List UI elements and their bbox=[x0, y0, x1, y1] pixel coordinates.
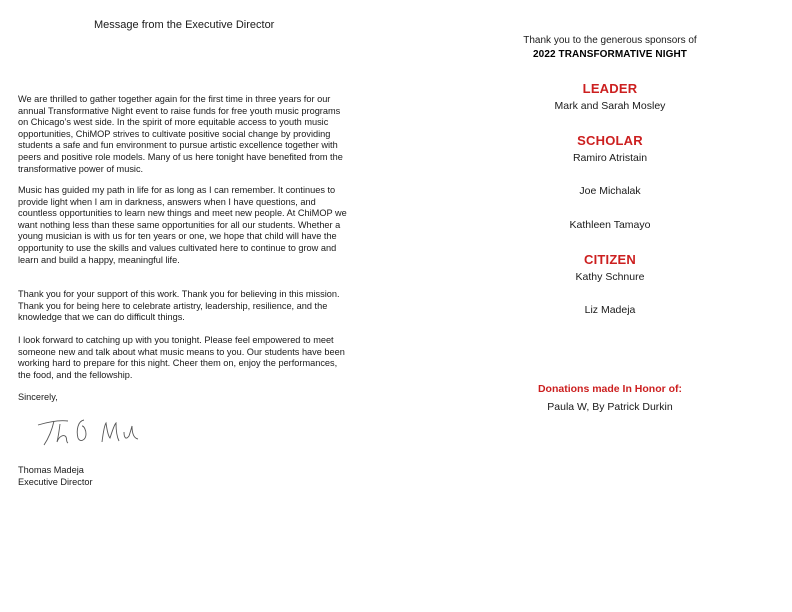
sponsors-thanks-line: Thank you to the generous sponsors of bbox=[523, 35, 697, 46]
sponsor-name: Kathy Schnure bbox=[575, 271, 645, 283]
sponsor-name: Ramiro Atristain bbox=[572, 152, 648, 164]
level-title-scholar: SCHOLAR bbox=[577, 133, 643, 148]
sponsor-name: Joe Michalak bbox=[579, 185, 641, 197]
letter-paragraph-1: We are thrilled to gather together again for the first time in three years for our annual Transformative Night event to raise funds for free youth music programs on Chicago’s west side. In the spirit of more equitable access to youth music opportunities, ChiMOP strives to cultivate positive social change by providing students a safe and fun environment to pursue artistic excellence together with peers and positive role models. Many of us here tonight have benefited from the transformative power of music. bbox=[18, 94, 343, 174]
signer-name: Thomas Madeja bbox=[18, 465, 84, 475]
honor-names: Paula W, By Patrick Durkin bbox=[547, 401, 673, 413]
level-title-citizen: CITIZEN bbox=[584, 252, 636, 267]
honor-title: Donations made In Honor of: bbox=[537, 383, 683, 395]
letter-heading: Message from the Executive Director bbox=[94, 19, 275, 31]
letter-paragraph-2: Music has guided my path in life for as long as I can remember. It continues to provide light when I am in darkness, answers when I have questions, and countless opportunities to learn new things and meet new people. At ChiMOP we want nothing less than these same opportunities for all our students. Whether a young musician is with us for ten years or one, we hope that child will have the opportunity to use the skills and values cultivated here to continue to grow and learn and build a happy, meaningful life. bbox=[18, 185, 347, 265]
letter-closing: Sincerely, bbox=[18, 392, 58, 402]
signer-block bbox=[18, 465, 93, 488]
sponsor-name: Kathleen Tamayo bbox=[569, 219, 651, 231]
signer-title: Executive Director bbox=[18, 476, 93, 487]
sponsor-name: Liz Madeja bbox=[584, 304, 636, 316]
letter-paragraph-4: I look forward to catching up with you tonight. Please feel empowered to meet someone new and talk about what music means to you. Our students have been working hard to prepare for this night. Cheer them on, enjoy the performances, the food, and the fellowship. bbox=[18, 335, 345, 380]
sponsor-name: Mark and Sarah Mosley bbox=[554, 100, 666, 112]
letter-paragraph-3: Thank you for your support of this work. Thank you for believing in this mission. Thank you for being here to celebrate artistry, leadership, resilience, and the knowledge that we can do difficult things. bbox=[18, 289, 340, 323]
event-title: 2022 TRANSFORMATIVE NIGHT bbox=[533, 49, 687, 60]
level-title-leader: LEADER bbox=[582, 81, 638, 96]
signature-image bbox=[34, 412, 146, 450]
